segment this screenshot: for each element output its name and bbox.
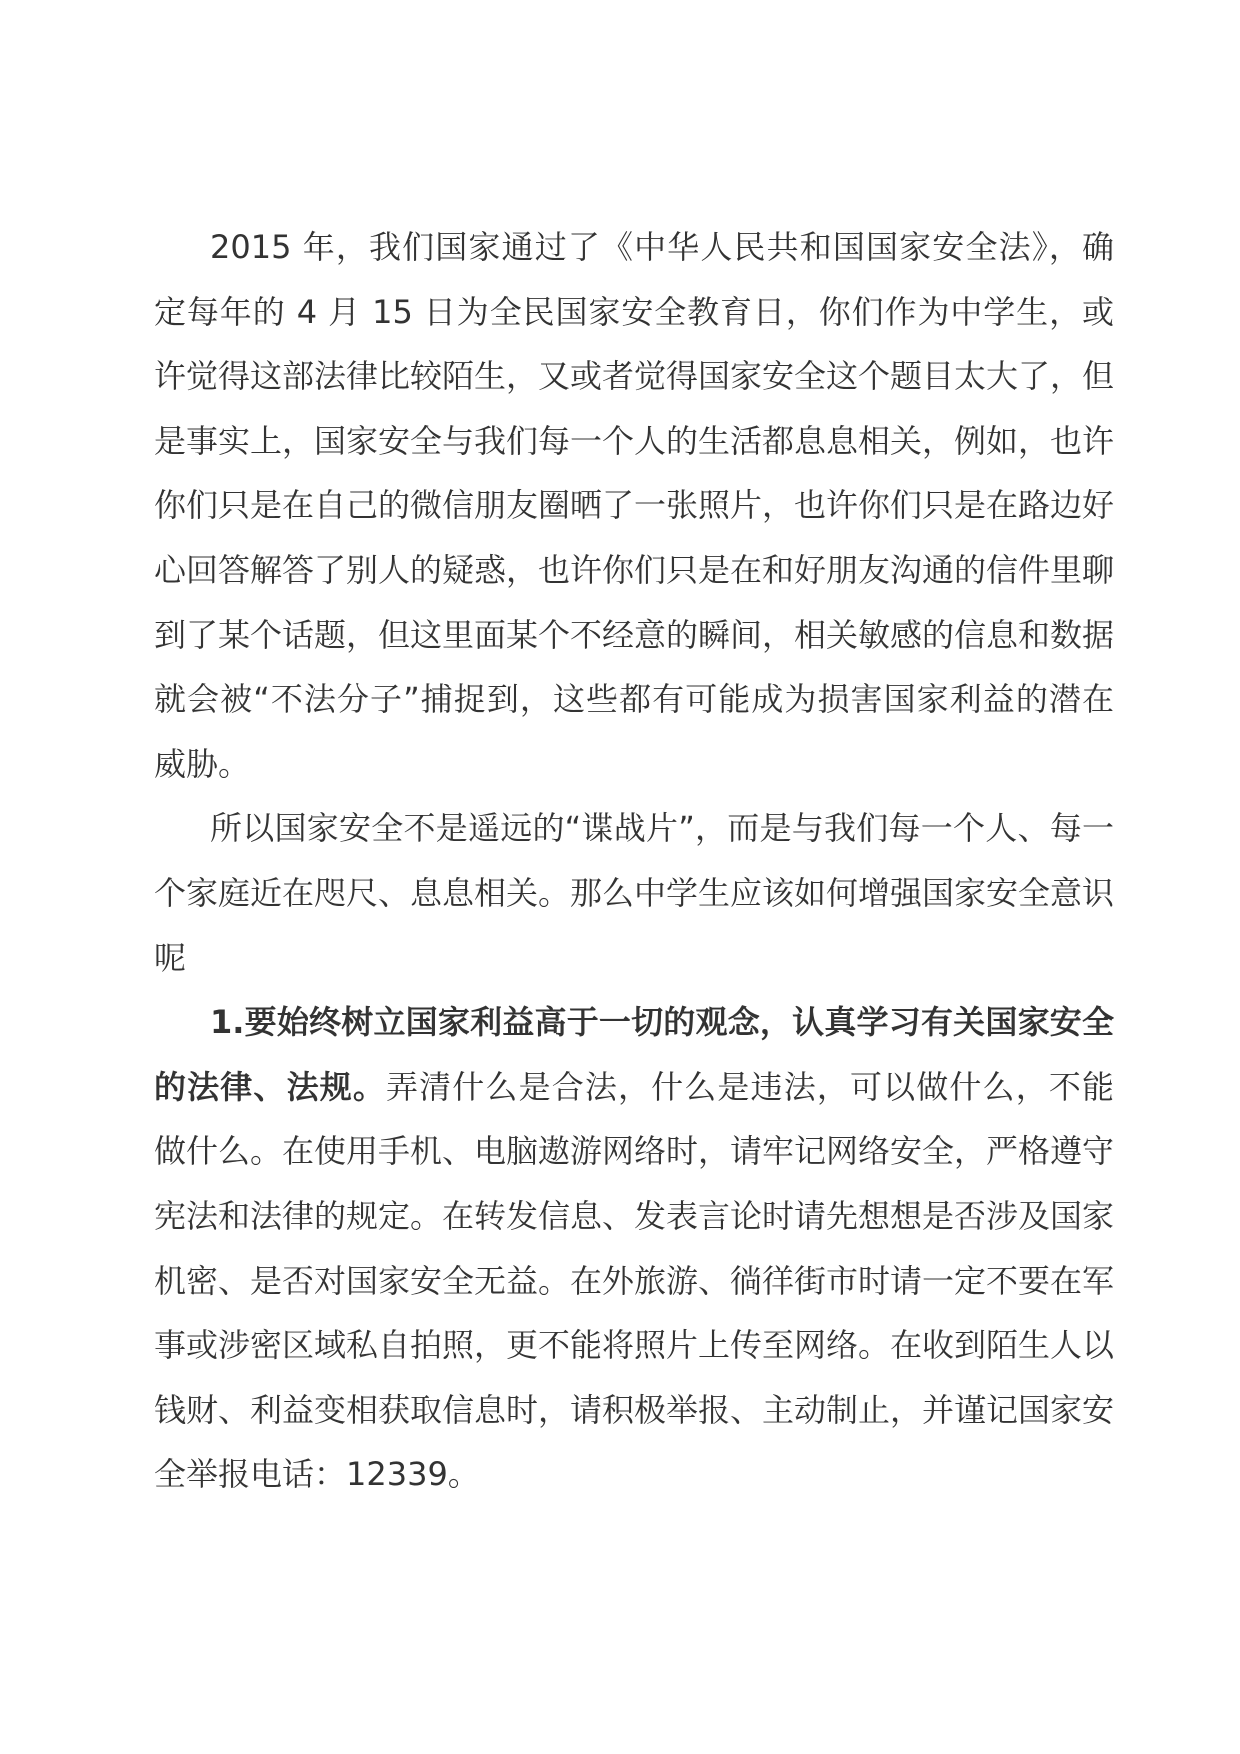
paragraph-transition-text: 所以国家安全不是遥远的“谍战片”，而是与我们每一个人、每一个家庭近在咫尺、息息相关。那么中学生应该如何增强国家安全意识呢: [154, 809, 1115, 977]
point-1-text: 弄清什么是合法，什么是违法，可以做什么，不能做什么。在使用手机、电脑遨游网络时，请牢记网络安全，严格遵守宪法和法律的规定。在转发信息、发表言论时请先想想是否涉及国家机密、是否对国家安全无益。在外旅游、徜徉街市时请一定不要在军事或涉密区域私自拍照，更不能将照片上传至网络。在收到陌生人以钱财、利益变相获取信息时，请积极举报、主动制止，并谨记国家安全举报电话：12339。: [154, 1067, 1115, 1494]
document-body: [154, 215, 1114, 1507]
paragraph-point-1: [154, 990, 1114, 1507]
paragraph-transition: [154, 796, 1114, 990]
paragraph-intro-text: 2015 年，我们国家通过了《中华人民共和国国家安全法》，确定每年的 4 月 15 日为全民国家安全教育日，你们作为中学生，或许觉得这部法律比较陌生，又或者觉得国家安全这个题目太大了，但是事实上，国家安全与我们每一个人的生活都息息相关，例如，也许你们只是在自己的微信朋友圈晒了一张照片，也许你们只是在路边好心回答解答了别人的疑惑，也许你们只是在和好朋友沟通的信件里聊到了某个话题，但这里面某个不经意的瞬间，相关敏感的信息和数据就会被“不法分子”捕捉到，这些都有可能成为损害国家利益的潜在威胁。: [154, 228, 1115, 783]
point-1-heading: 1.要始终树立国家利益高于一切的观念，认真学习有关国家安全的法律、法规。: [154, 1003, 1114, 1106]
paragraph-intro: [154, 215, 1114, 796]
